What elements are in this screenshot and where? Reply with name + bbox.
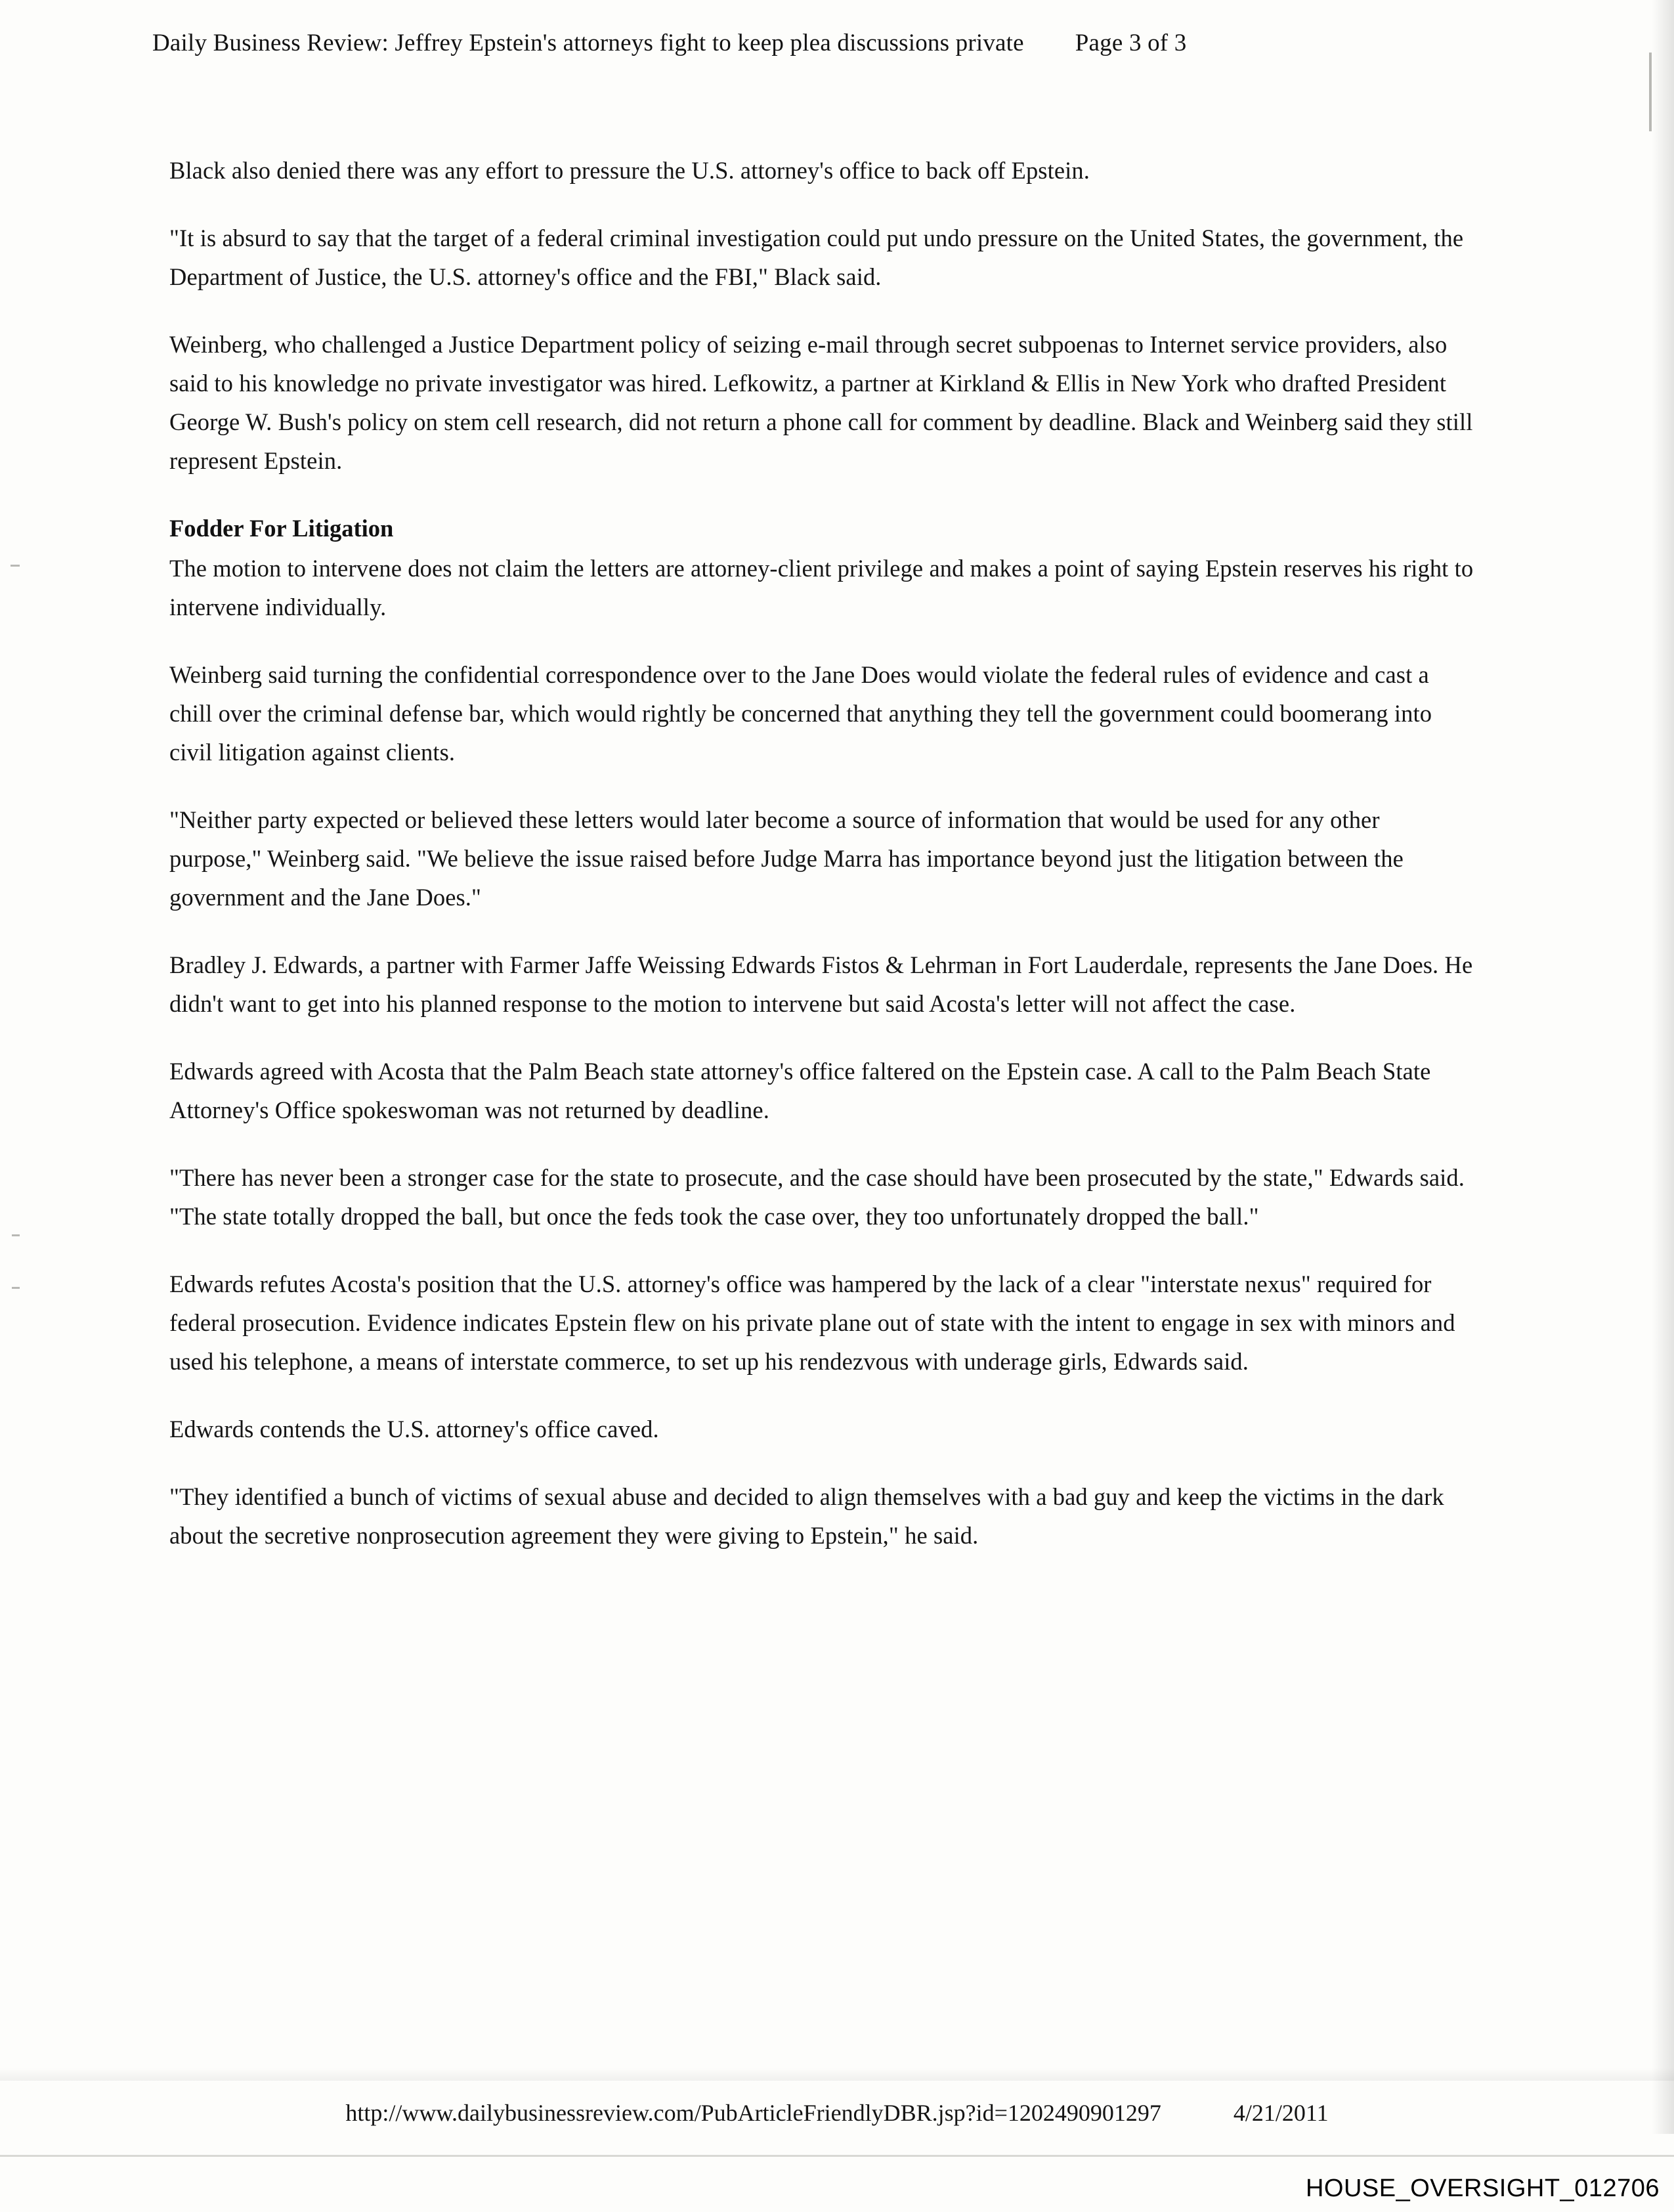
paragraph: Edwards contends the U.S. attorney's office caved. <box>169 1416 659 1442</box>
paragraph: Edwards refutes Acosta's position that the U.S. attorney's office was hampered by the lack of a clear "interstate nexus" required for federal prosecution. Evidence indicates Epstein flew on his private plane out of state with the intent to engage in sex with minors and used his telephone, a means of interstate commerce, to set up his rendezvous with underage girls, Edwards said. <box>169 1270 1455 1375</box>
paragraph: "Neither party expected or believed these letters would later become a source of information that would be used for any other purpose," Weinberg said. "We believe the issue raised before Judge Marra has importance beyond just the litigation between the government and the Jane Does." <box>169 806 1404 911</box>
paragraph: The motion to intervene does not claim the letters are attorney-client privilege and makes a point of saying Epstein reserves his right to intervene individually. <box>169 555 1474 620</box>
paragraph: "It is absurd to say that the target of a federal criminal investigation could put undo pressure on the United States, the government, the Department of Justice, the U.S. attorney's office and the FBI," Black said. <box>169 225 1464 290</box>
scan-edge-shadow <box>1652 0 1674 2134</box>
header-page-number: Page 3 of 3 <box>1075 30 1187 56</box>
paragraph: "They identified a bunch of victims of sexual abuse and decided to align themselves with a bad guy and keep the victims in the dark about the secretive nonprosecution agreement they were giving to Epstein," he said. <box>169 1483 1444 1549</box>
footer-source-url: http://www.dailybusinessreview.com/PubArticleFriendlyDBR.jsp?id=1202490901297 <box>345 2100 1161 2126</box>
paragraph: Weinberg, who challenged a Justice Department policy of seizing e-mail through secret subpoenas to Internet service providers, also said to his knowledge no private investigator was hired. Lefkowitz, a partner at Kirkland & Ellis in New York who drafted President George W. Bush's policy on stem cell research, did not return a phone call for comment by deadline. Black and Weinberg said they still represent Epstein. <box>169 331 1473 474</box>
section-heading: Fodder For Litigation <box>169 515 394 542</box>
document-body <box>169 151 1476 1584</box>
scan-artifact <box>11 565 20 567</box>
scan-artifact <box>1649 53 1652 131</box>
scan-artifact <box>12 1287 20 1289</box>
footer-print-date: 4/21/2011 <box>1233 2100 1329 2126</box>
bates-stamp: HOUSE_OVERSIGHT_012706 <box>1305 2175 1660 2202</box>
bates-divider <box>0 2155 1674 2157</box>
paragraph: Bradley J. Edwards, a partner with Farmer Jaffe Weissing Edwards Fistos & Lehrman in Fort Lauderdale, represents the Jane Does. He didn't want to get into his planned response to the motion to intervene but said Acosta's letter will not affect the case. <box>169 951 1473 1017</box>
page-footer <box>0 2099 1674 2127</box>
header-title: Daily Business Review: Jeffrey Epstein's attorneys fight to keep plea discussions private <box>152 30 1024 56</box>
paragraph: Edwards agreed with Acosta that the Palm Beach state attorney's office faltered on the Epstein case. A call to the Palm Beach State Attorney's Office spokeswoman was not returned by deadline. <box>169 1058 1431 1123</box>
scan-edge-bottom-shadow <box>0 2068 1674 2081</box>
paragraph: "There has never been a stronger case for the state to prosecute, and the case should have been prosecuted by the state," Edwards said. "The state totally dropped the ball, but once the feds took the case over, they too unfortunately dropped the ball." <box>169 1164 1465 1230</box>
scan-artifact <box>12 1234 20 1236</box>
page-header <box>152 29 1544 57</box>
paragraph: Black also denied there was any effort to pressure the U.S. attorney's office to back off Epstein. <box>169 157 1090 184</box>
paragraph: Weinberg said turning the confidential correspondence over to the Jane Does would violate the federal rules of evidence and cast a chill over the criminal defense bar, which would rightly be concerned that anything they tell the government could boomerang into civil litigation against clients. <box>169 661 1432 766</box>
